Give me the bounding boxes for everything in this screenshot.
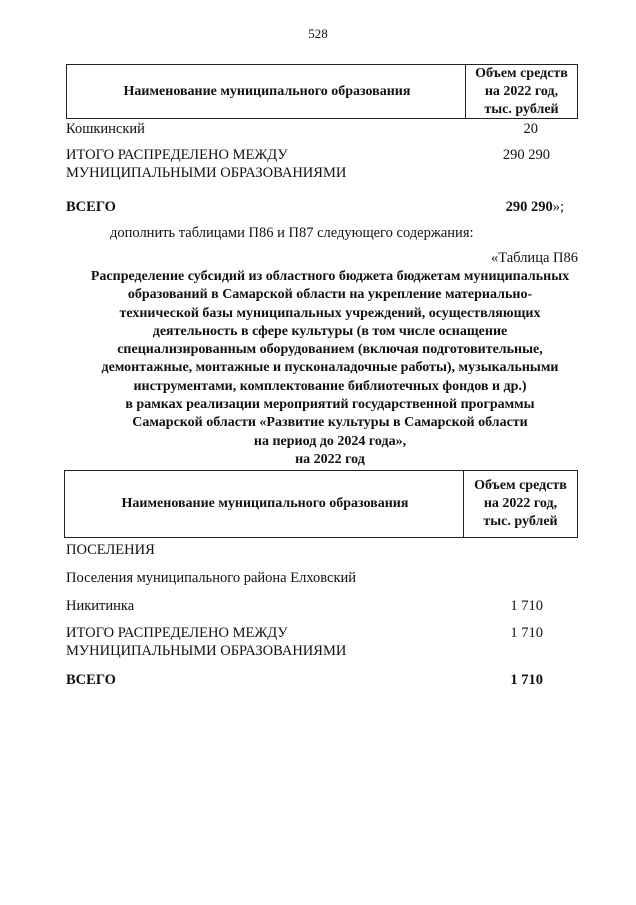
table2-total-label-line: ИТОГО РАСПРЕДЕЛЕНО МЕЖДУ	[66, 625, 288, 641]
table2-total-value: 1 710	[510, 625, 543, 641]
table2-header-volume	[463, 471, 577, 537]
table-label: «Таблица П86	[491, 250, 578, 266]
table1-grand-total-value: 290 290	[505, 199, 553, 215]
table1-row-name: Кошкинский	[66, 121, 145, 137]
table1-header-volume-line: на 2022 год,	[484, 83, 559, 99]
table2-subsection-label: Поселения муниципального района Елховский	[66, 570, 357, 586]
table-title-line: на период до 2024 года»,	[253, 433, 407, 449]
table-title-line: Самарской области «Развитие культуры в Самарской области	[132, 415, 528, 431]
table2-row-name: Никитинка	[66, 598, 135, 614]
table1-header-volume-line: Объем средств	[475, 65, 568, 81]
table2-total-label	[66, 624, 346, 660]
instruction-text: дополнить таблицами П86 и П87 следующего содержания:	[110, 225, 474, 241]
table2-row-value: 1 710	[510, 598, 543, 614]
table1-grand-total-label: ВСЕГО	[66, 199, 116, 215]
table-title-line: технической базы муниципальных учреждений, осуществляющих	[119, 305, 541, 321]
table-title-line: специализированным оборудованием (включая подготовительные,	[117, 342, 543, 358]
table1-total-label	[66, 146, 346, 182]
table2-header-volume-line: тыс. рублей	[483, 514, 558, 529]
page-number: 528	[308, 26, 328, 41]
table1-header	[66, 64, 578, 119]
table1-row-value: 20	[523, 121, 538, 137]
table-title-line: на 2022 год	[295, 451, 365, 467]
table2-section-label: ПОСЕЛЕНИЯ	[66, 542, 155, 558]
table1-header-name: Наименование муниципального образования	[123, 83, 411, 99]
table2-header-name: Наименование муниципального образования	[121, 496, 409, 511]
table-title-line: в рамках реализации мероприятий государственной программы	[125, 397, 535, 413]
table2-header-volume-line: на 2022 год,	[483, 496, 558, 511]
table-title-line: инструментами, комплектование библиотечных фондов и др.)	[133, 378, 527, 394]
table2-header	[64, 470, 578, 538]
table-title-line: образований в Самарской области на укрепление материально-	[127, 287, 533, 303]
table-title-line: демонтажные, монтажные и пусконаладочные работы), музыкальными	[101, 360, 559, 376]
table-title	[60, 268, 600, 469]
table2-grand-total-value: 1 710	[510, 672, 543, 688]
table2-header-volume-line: Объем средств	[474, 478, 567, 493]
table1-header-volume-line: тыс. рублей	[484, 101, 559, 117]
table2-total-label-line: МУНИЦИПАЛЬНЫМИ ОБРАЗОВАНИЯМИ	[66, 643, 347, 659]
table1-header-volume	[465, 65, 577, 118]
table1-grand-total	[506, 198, 564, 216]
table-title-line: деятельность в сфере культуры (в том числе оснащение	[152, 323, 508, 339]
table1-total-label-line: МУНИЦИПАЛЬНЫМИ ОБРАЗОВАНИЯМИ	[66, 165, 347, 181]
table1-grand-total-suffix: »;	[552, 199, 564, 215]
table1-total-value: 290 290	[502, 147, 550, 163]
table2-grand-total-label: ВСЕГО	[66, 672, 116, 688]
table1-total-label-line: ИТОГО РАСПРЕДЕЛЕНО МЕЖДУ	[66, 147, 288, 163]
table-title-line: Распределение субсидий из областного бюджета бюджетам муниципальных	[90, 269, 570, 284]
